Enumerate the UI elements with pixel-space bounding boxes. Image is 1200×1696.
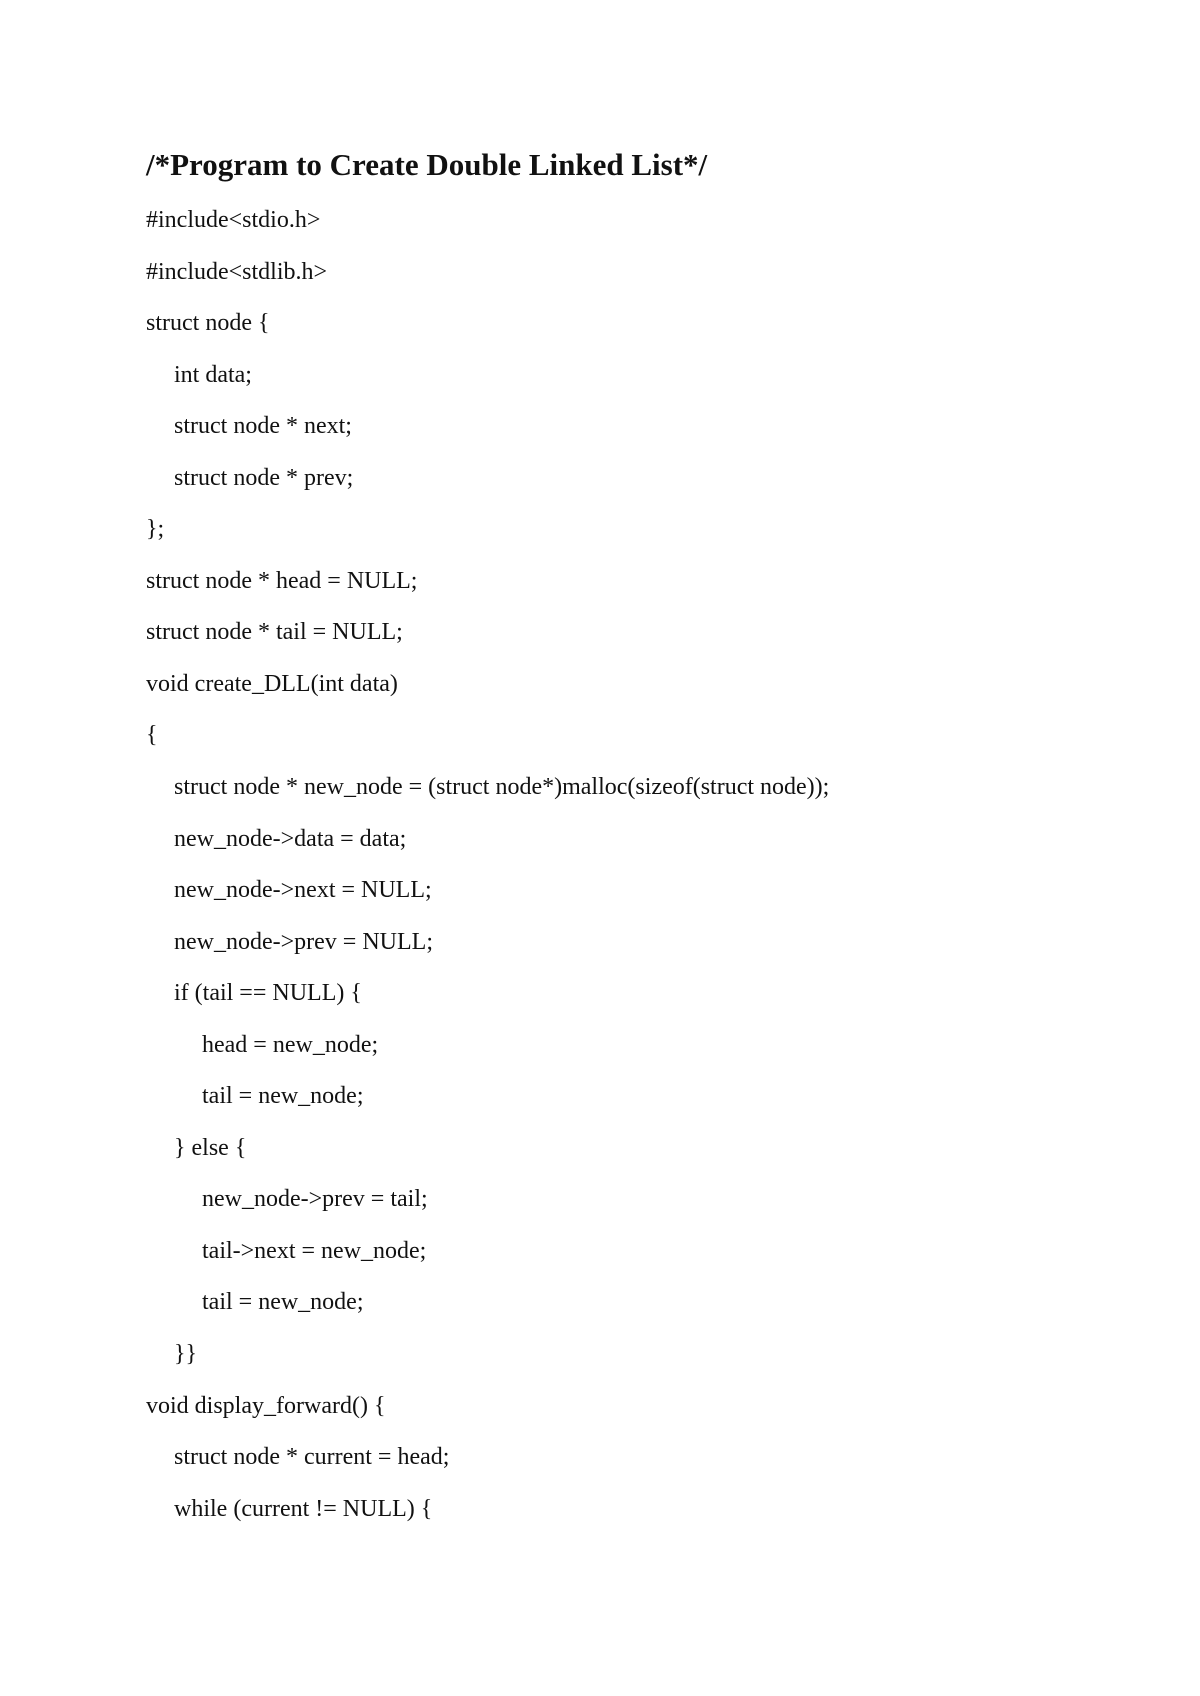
- code-line: new_node->next = NULL;: [174, 877, 432, 904]
- code-line: struct node * head = NULL;: [146, 567, 418, 594]
- code-line: head = new_node;: [202, 1031, 379, 1058]
- code-line: tail->next = new_node;: [202, 1237, 427, 1264]
- code-line: new_node->prev = NULL;: [174, 928, 433, 955]
- code-line: if (tail == NULL) {: [174, 980, 362, 1007]
- code-line: while (current != NULL) {: [174, 1495, 433, 1522]
- code-line: struct node * new_node = (struct node*)malloc(sizeof(struct node));: [174, 774, 830, 801]
- code-line: }}: [174, 1341, 198, 1368]
- code-line: struct node * current = head;: [174, 1444, 450, 1471]
- code-line: };: [146, 516, 165, 543]
- code-block: [146, 199, 829, 1539]
- code-line: int data;: [174, 361, 252, 388]
- code-line: } else {: [174, 1134, 247, 1161]
- code-line: new_node->data = data;: [174, 825, 407, 852]
- code-line: void display_forward() {: [146, 1392, 386, 1419]
- code-line: #include<stdio.h>: [146, 207, 321, 233]
- code-line: new_node->prev = tail;: [202, 1186, 428, 1213]
- code-line: {: [146, 722, 158, 749]
- code-line: struct node * prev;: [174, 464, 354, 491]
- code-line: tail = new_node;: [202, 1083, 364, 1110]
- code-line: tail = new_node;: [202, 1289, 364, 1316]
- document-title: /*Program to Create Double Linked List*/: [146, 147, 708, 182]
- code-line: struct node {: [146, 310, 270, 337]
- code-line: struct node * next;: [174, 413, 352, 440]
- code-line: #include<stdlib.h>: [146, 258, 328, 285]
- code-line: struct node * tail = NULL;: [146, 619, 403, 646]
- code-line: void create_DLL(int data): [146, 670, 398, 697]
